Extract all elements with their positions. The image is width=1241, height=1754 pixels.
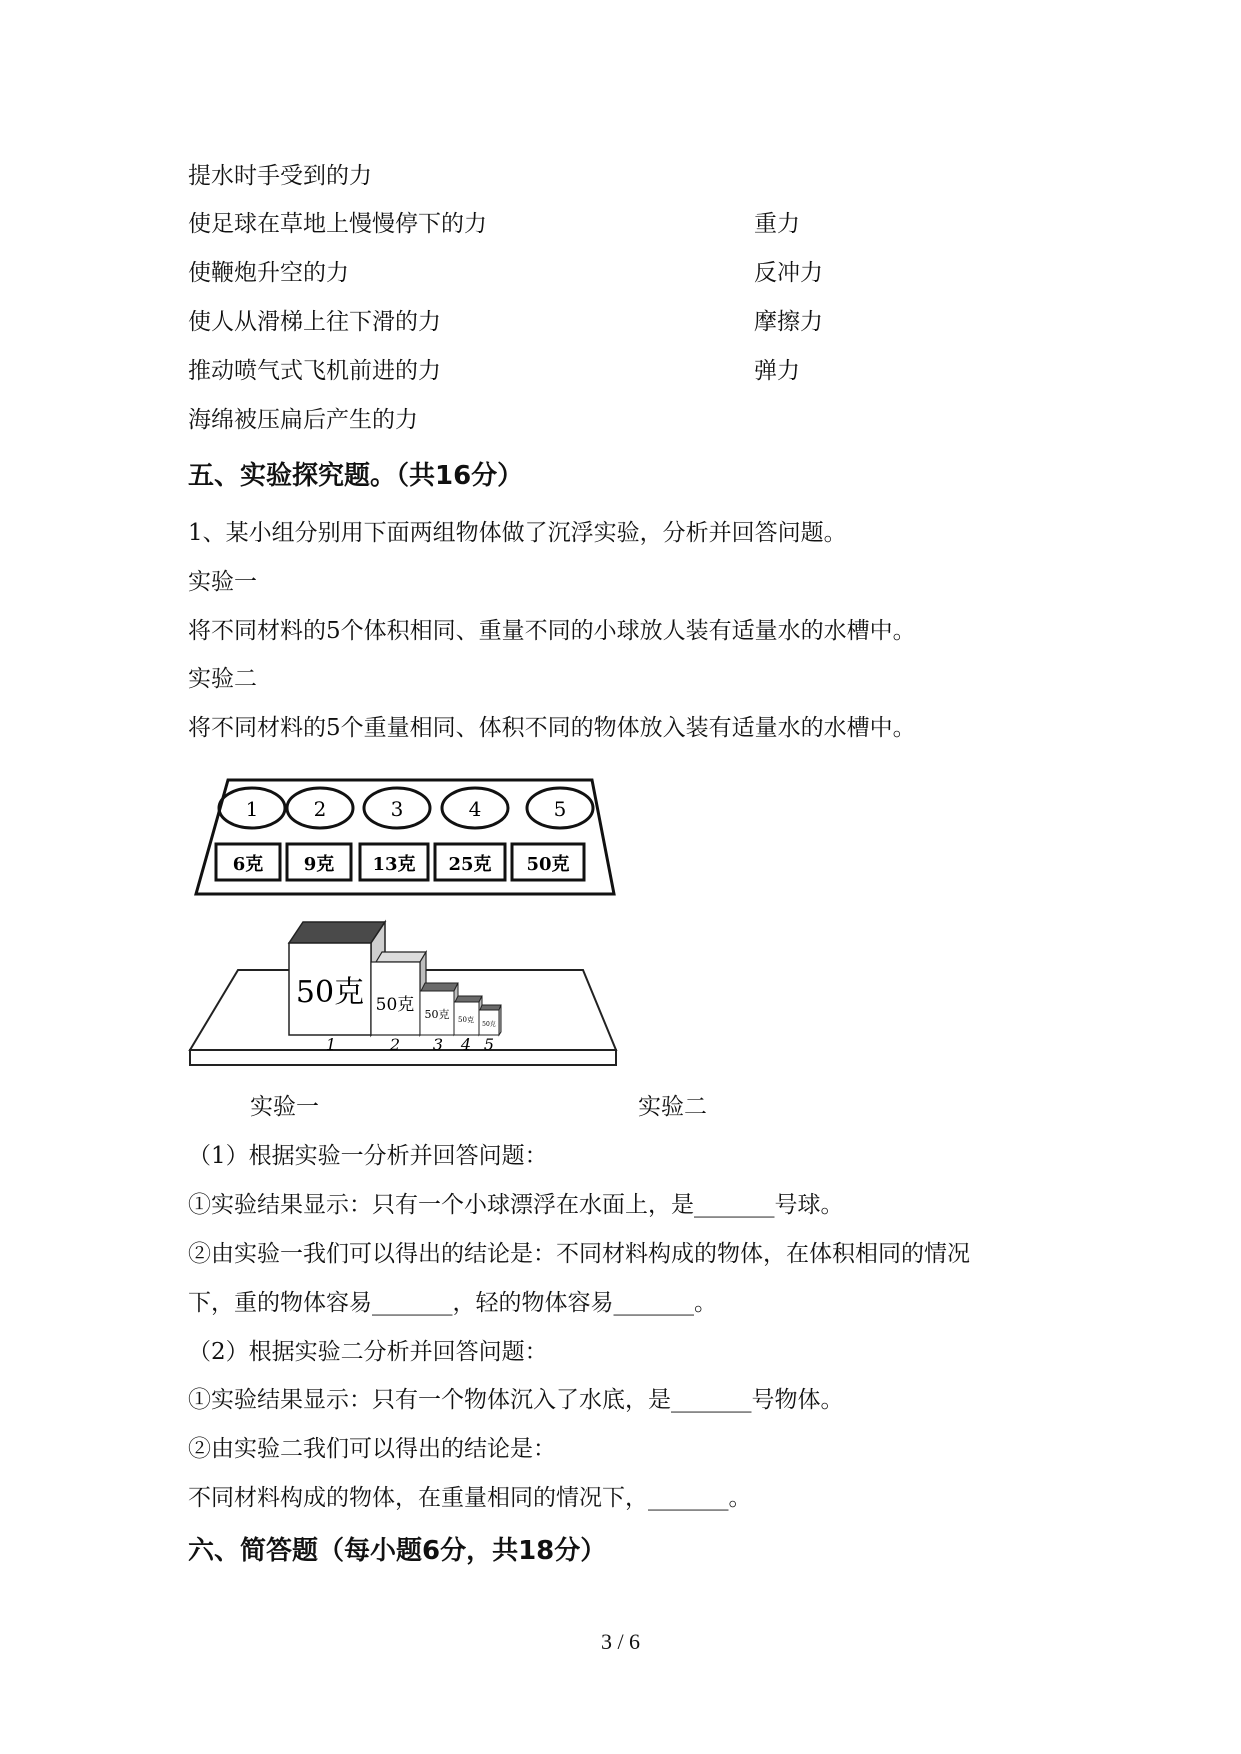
experiment-1-description: 将不同材料的5个体积相同、重量不同的小球放人装有适量水的水槽中。 xyxy=(188,618,916,644)
part-2-question-b: ②由实验二我们可以得出的结论是： xyxy=(188,1436,556,1462)
matching-left-item: 海绵被压扁后产生的力 xyxy=(188,407,418,433)
matching-left-item: 使人从滑梯上往下滑的力 xyxy=(188,309,441,335)
matching-left-item: 推动喷气式飞机前进的力 xyxy=(188,358,441,384)
block-label: 50克 xyxy=(375,995,415,1015)
block-number: 3 xyxy=(432,1035,444,1054)
figure-caption-1: 实验一 xyxy=(250,1094,319,1120)
block-2 xyxy=(371,952,426,1035)
ball-3 xyxy=(364,788,430,828)
block-3 xyxy=(420,983,458,1035)
weight-label: 25克 xyxy=(448,854,492,875)
weight-label: 6克 xyxy=(232,854,264,875)
section-6-title: 六、简答题（每小题6分，共18分） xyxy=(188,1536,607,1566)
ball-4 xyxy=(442,788,508,828)
block-label: 50克 xyxy=(295,975,365,1010)
weight-box-5 xyxy=(512,844,584,880)
ball-number: 1 xyxy=(245,797,259,821)
part-2-question-a: ①实验结果显示：只有一个物体沉入了水底，是_______号物体。 xyxy=(188,1387,844,1413)
block-label: 50克 xyxy=(482,1021,496,1028)
block-label: 50克 xyxy=(458,1016,474,1024)
part-1-question-b-cont: 下，重的物体容易_______，轻的物体容易_______。 xyxy=(188,1290,717,1316)
matching-right-item: 弹力 xyxy=(754,358,800,384)
part-1-question-b: ②由实验一我们可以得出的结论是：不同材料构成的物体，在体积相同的情况 xyxy=(188,1241,970,1267)
ball-number: 4 xyxy=(468,797,482,821)
experiment-1-label: 实验一 xyxy=(188,569,257,595)
question-1-intro: 1、某小组分别用下面两组物体做了沉浮实验，分析并回答问题。 xyxy=(188,520,847,546)
weight-box-3 xyxy=(360,844,428,880)
section-5-title: 五、实验探究题。（共16分） xyxy=(188,461,524,491)
matching-left-item: 使鞭炮升空的力 xyxy=(188,260,349,286)
matching-right-item: 摩擦力 xyxy=(754,309,823,335)
weight-box-2 xyxy=(287,844,351,880)
block-label: 50克 xyxy=(424,1008,450,1021)
weight-label: 13克 xyxy=(372,854,416,875)
matching-left-item: 使足球在草地上慢慢停下的力 xyxy=(188,211,487,237)
ball-1 xyxy=(219,788,285,828)
experiment-2-figure xyxy=(188,910,628,1080)
experiment-2-description: 将不同材料的5个重量相同、体积不同的物体放入装有适量水的水槽中。 xyxy=(188,715,916,741)
matching-right-item: 反冲力 xyxy=(754,260,823,286)
ball-number: 3 xyxy=(390,797,404,821)
weight-label: 50克 xyxy=(526,854,570,875)
part-1-question-a: ①实验结果显示：只有一个小球漂浮在水面上，是_______号球。 xyxy=(188,1192,844,1218)
matching-left-item: 提水时手受到的力 xyxy=(188,163,372,189)
tray-outline xyxy=(196,780,614,894)
experiment-2-label: 实验二 xyxy=(188,666,257,692)
page-number: 3 / 6 xyxy=(600,1629,641,1654)
block-4 xyxy=(454,996,482,1035)
block-number: 4 xyxy=(460,1035,472,1054)
weight-box-4 xyxy=(435,844,505,880)
weight-box-1 xyxy=(216,844,280,880)
block-number: 5 xyxy=(483,1035,495,1054)
block-number: 2 xyxy=(389,1035,401,1054)
part-2-question-c: 不同材料构成的物体，在重量相同的情况下，_______。 xyxy=(188,1485,752,1511)
ball-5 xyxy=(527,788,593,828)
matching-right-item: 重力 xyxy=(754,211,800,237)
part-1-title: （1）根据实验一分析并回答问题： xyxy=(188,1143,548,1169)
block-number: 1 xyxy=(325,1035,337,1054)
ball-number: 5 xyxy=(553,797,567,821)
experiment-1-figure xyxy=(190,778,630,898)
weight-label: 9克 xyxy=(303,854,335,875)
ball-number: 2 xyxy=(313,797,327,821)
ball-2 xyxy=(287,788,353,828)
part-2-title: （2）根据实验二分析并回答问题： xyxy=(188,1339,548,1365)
figure-caption-2: 实验二 xyxy=(638,1094,707,1120)
block-5 xyxy=(479,1005,501,1035)
